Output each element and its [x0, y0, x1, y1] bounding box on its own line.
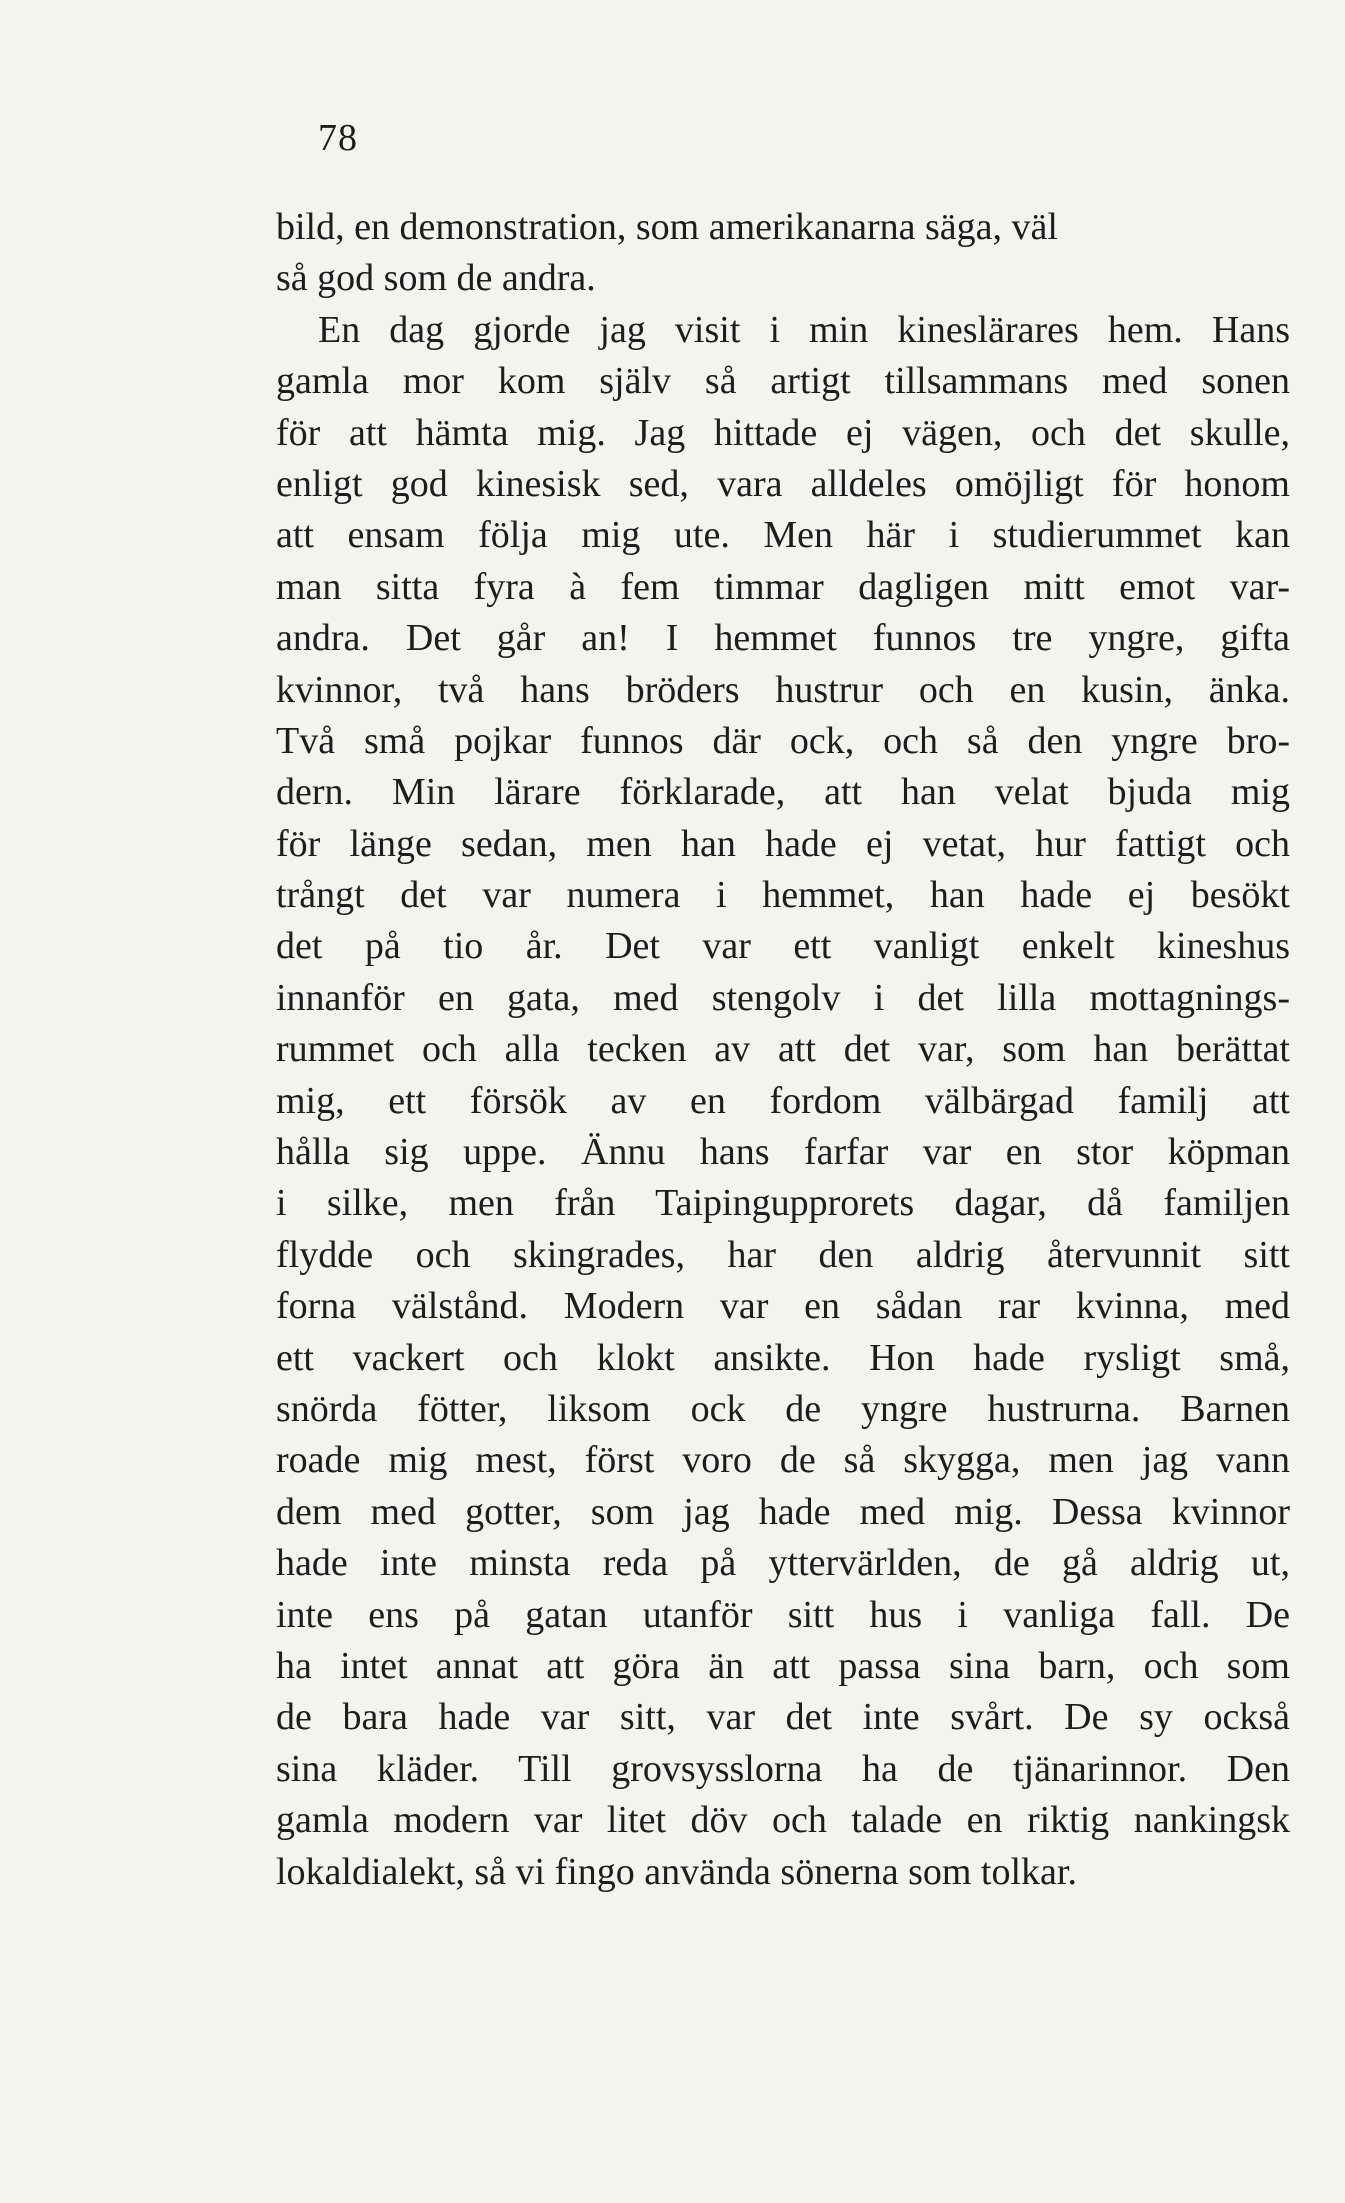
text-line: de bara hade var sitt, var det inte svårt. De sy också	[276, 1696, 1290, 1739]
text-line: dern. Min lärare förklarade, att han velat bjuda mig	[276, 771, 1290, 814]
text-line: enligt god kinesisk sed, vara alldeles omöjligt för honom	[276, 462, 1290, 505]
text-line: snörda fötter, liksom ock de yngre hustrurna. Barnen	[276, 1387, 1290, 1430]
body-text	[276, 202, 1290, 1898]
text-line: för att hämta mig. Jag hittade ej vägen, och det skulle,	[276, 411, 1290, 454]
text-line: forna välstånd. Modern var en sådan rar kvinna, med	[276, 1285, 1290, 1328]
text-line: man sitta fyra à fem timmar dagligen mitt emot var-	[276, 565, 1290, 608]
text-line: det på tio år. Det var ett vanligt enkelt kineshus	[276, 925, 1290, 968]
text-line: rummet och alla tecken av att det var, som han berättat	[276, 1028, 1290, 1071]
text-line: ett vackert och klokt ansikte. Hon hade rysligt små,	[276, 1336, 1290, 1379]
text-line: Två små pojkar funnos där ock, och så den yngre bro-	[276, 719, 1290, 762]
text-line: ha intet annat att göra än att passa sina barn, och som	[276, 1644, 1290, 1687]
text-line: flydde och skingrades, har den aldrig återvunnit sitt	[276, 1233, 1290, 1276]
text-line: roade mig mest, först voro de så skygga, men jag vann	[276, 1439, 1290, 1482]
text-line: innanför en gata, med stengolv i det lilla mottagnings-	[276, 976, 1290, 1019]
text-line: kvinnor, två hans bröders hustrur och en kusin, änka.	[276, 668, 1290, 711]
text-line: så god som de andra.	[276, 257, 596, 300]
text-line: dem med gotter, som jag hade med mig. Dessa kvinnor	[276, 1490, 1290, 1533]
page-number: 78	[318, 117, 358, 159]
text-line: gamla modern var litet döv och talade en riktig nankingsk	[276, 1799, 1290, 1842]
text-line: trångt det var numera i hemmet, han hade ej besökt	[276, 874, 1290, 917]
text-line: hålla sig uppe. Ännu hans farfar var en stor köpman	[276, 1131, 1290, 1174]
text-line: gamla mor kom själv så artigt tillsammans med sonen	[276, 360, 1290, 403]
text-line: mig, ett försök av en fordom välbärgad familj att	[276, 1079, 1290, 1122]
text-line: för länge sedan, men han hade ej vetat, hur fattigt och	[276, 822, 1290, 865]
text-line: bild, en demonstration, som amerikanarna säga, väl	[276, 206, 1058, 248]
text-line: hade inte minsta reda på yttervärlden, de gå aldrig ut,	[276, 1542, 1290, 1585]
text-line: andra. Det går an! I hemmet funnos tre yngre, gifta	[276, 617, 1290, 660]
text-line: i silke, men från Taipingupprorets dagar, då familjen	[276, 1182, 1290, 1225]
text-line: lokaldialekt, så vi fingo använda sönerna som tolkar.	[276, 1850, 1077, 1893]
text-line: sina kläder. Till grovsysslorna ha de tjänarinnor. Den	[276, 1747, 1290, 1790]
text-line: En dag gjorde jag visit i min kineslärares hem. Hans	[318, 308, 1290, 351]
text-line: inte ens på gatan utanför sitt hus i vanliga fall. De	[276, 1593, 1290, 1636]
text-line: att ensam följa mig ute. Men här i studierummet kan	[276, 514, 1290, 557]
